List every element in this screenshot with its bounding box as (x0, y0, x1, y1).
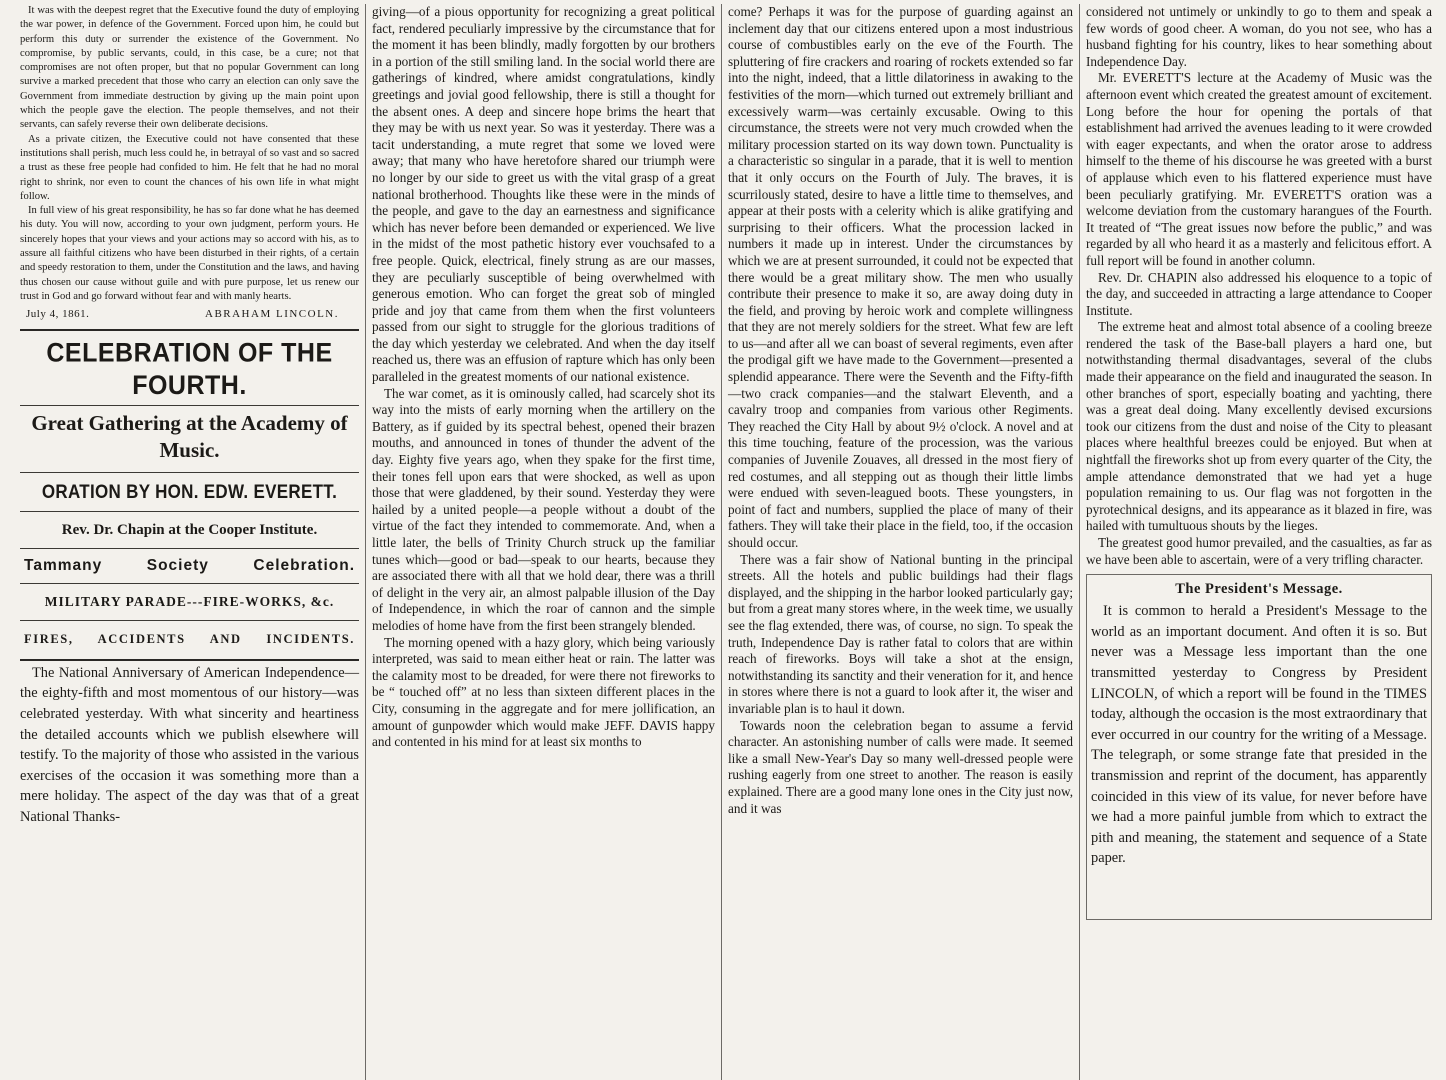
letter-paragraph: In full view of his great responsibility, he has so far done what he has deemed his duty. You will now, according to your own judgment, perform yours. He sincerely hopes that your views and your actions may so accord with his, as to assure all faithful citizens who have been disturbed in their rights, of a certain and speedy restoration to them, under the Constitution and the laws, and having thus chosen our cause without guile and with pure purpose, let us renew our trust in God and go forward without fear and with manly hearts. (20, 205, 359, 302)
presidents-message-title: The President's Message. (1175, 581, 1343, 598)
divider (20, 329, 359, 331)
article-paragraph: The greatest good humor prevailed, and the casualties, as far as we have been able to ascertain, were of a very trifling character. (1086, 535, 1432, 567)
headline-stack (20, 339, 359, 661)
message-text: It is common to herald a President's Message to the world as an important document. And often it is so. But never was a Message less important than the one transmitted yesterday to Congress by President LINCOLN, of which a report will be found in the TIMES today, although the occasion is the most extraordinary that ever occurred in our country for the writing of a Message. The telegraph, or some strange fate that presided in the transmission and reprint of the document, has apparently coincided in this view of its value, for never before have we had a more painful jumble from which to extract the pith and meaning, the statement and sequence of a State paper. (1091, 603, 1427, 867)
article-paragraph: The morning opened with a hazy glory, which being variously interpreted, was said to mean either heat or rain. The latter was the calamity most to be dreaded, for were there not fireworks to be “ touched off” at no less than sixteen different places in the City, consuming in the aggregate and for mere jollification, an amount of gunpowder which would make JEFF. DAVIS happy and contented in his mind for at least six months to (372, 634, 715, 750)
lead-paragraph (20, 663, 359, 828)
headline-chapin: Rev. Dr. Chapin at the Cooper Institute. (61, 521, 318, 538)
article-paragraph: giving—of a pious opportunity for recognizing a great political fact, rendered peculiarly impressive by the circumstance that for the moment it has been blindly, madly forgotten by our brothers in a portion of the still smiling land. In the social world there are gatherings of kindred, where amidst congratulations, kindly greetings and jovial good fellowship, there is still a thought for the absent ones. A deep and sincere hope brims the heart that they may be with us next year. So was it yesterday. There was a tacit understanding, a mute regret that some we loved were away; that many who have heretofore shared our triumph were no longer by our side to greet us with the vital grasp of a great national brotherhood. Thoughts like these were in the minds of the people, and gave to the day an earnestness and significance which has never before been demanded or experienced. We live in the midst of the most pathetic history ever vouchsafed to a free people. Quick, electrical, finely strung as are our masses, they are peculiarly susceptible of being overwhelmed with generous emotion. Who can forget the great sob of mingled pride and joy that came from them when the first volunteers passed from our sight to struggle for the glorious traditions of the day which yesterday we celebrated. And when the day itself reached us, there was an effusion of rapture which has only been paralleled in the greatest moments of our national existence. (372, 4, 715, 385)
headline-main: CELEBRATION OF THE FOURTH. (46, 337, 333, 401)
article-paragraph: come? Perhaps it was for the purpose of guarding against an inclement day that our citizens entered upon a most industrious course of combustibles early on the eve of the Fourth. The spluttering of fire crackers and roaring of rockets extended so far into the night, indeed, that a little dilatoriness in awaking to the festivities of the morn—which turned out extremely brilliant and excessively warm—was certainly excusable. Owing to this circumstance, the streets were not very much crowded when the military procession started on its way down town. Punctuality is a characteristic so singular in a parade, that it is well to mention that it only occurs on the Fourth of July. The braves, it is scurrilously stated, desire to have a little time to themselves, and appear at their posts with a celerity which is alike gratifying and surprising to their officers. What the procession lacked in numbers it made up in interest. Under the circumstances by which we are at present surrounded, it could not be expected that there would be a great military show. The men who usually contribute their presence to make it so, are away doing duty in the field, and proving by heroic work and complete willingness that they are not merely soldiers for the street. What few are left to us—and after all we can boast of several regiments, even after the prodigal gift we have made to the Government—presented a splendid appearance. There were the Seventh and the Fifty-fifth—two crack companies—and the stalwart Eleventh, and a cavalry troop and companies from various other Regiments. They reached the City Hall by about 9½ o'clock. A novel and at this time touching, feature of the procession, was the various companies of Juvenile Zouaves, all dressed in the most fiery of red costumes, and all stepping out as though their little limbs were endued with seven-leagued boots. These youngsters, in point of fact and numbers, supplied the place of many of their fathers. They will take their place in the field, too, if the occasion should occur. (728, 4, 1073, 550)
divider (20, 548, 359, 549)
signature-line (26, 306, 353, 323)
divider (20, 511, 359, 512)
article-paragraph: The extreme heat and almost total absence of a cooling breeze rendered the task of the Base-ball players a hard one, but notwithstanding thermal disadvantages, several of the clubs made their appearance on the field and inaugurated the season. In other branches of sport, especially boating and yachting, there was a great deal doing. Many excellently devised excursions took our citizens from the dust and noise of the City to pleasant places where healthful breezes could be enjoyed. But when at nightfall the fireworks shot up from every quarter of the City, the ample attendance demonstrated that we had yet a huge population remaining to us. Our flag was not forgotten in the pyrotechnical designs, and its appearance as it blazed in fire, was hailed with tumultuous shouts by the lieges. (1086, 319, 1432, 534)
letter-date: July 4, 1861. (26, 308, 90, 321)
article-paragraph: The war comet, as it is ominously called, had scarcely shot its way into the mists of early morning when the artillery on the Battery, as if guided by its spectral behest, opened their brazen mouths, and announced in tones of thunder the advent of the day. Eighty five years ago, when they spake for the first time, their tones fell upon ears that were shocked, as well as upon those that were gladdened, by their sound. Yesterday they were hailed by a united people—a people without a doubt of the virtue of the fact they intended to commemorate. And, when a little later, the bells of Trinity Church struck up the familiar tunes which—good or bad—speak to our hearts, because they are associated there with all that we hold dear, there was a thrill of delight in the very air, an almost palpable illusion of the Day of Independence, in which the roar of cannon and the simple melodies of home have from the first been strangely blended. (372, 385, 715, 633)
column-2 (366, 4, 722, 1080)
column-1 (14, 4, 366, 1080)
letter-paragraph: It was with the deepest regret that the Executive found the duty of employing the war power, in defence of the Government. Forced upon him, he could but perform this duty or surrender the existence of the Government. No compromise, by public servants, could, in this case, be a cure; not that compromises are not often proper, but that no popular Government can long survive a marked precedent that those who carry an election can only save the Government from immediate destruction by giving up the main point upon which the people gave the election. The people themselves, and not their servants, can safely reverse their own deliberate decisions. (20, 5, 359, 131)
article-paragraph: Rev. Dr. CHAPIN also addressed his eloquence to a topic of the day, and succeeded in attracting a large attendance to Cooper Institute. (1086, 269, 1432, 318)
column-4 (1080, 4, 1438, 1080)
lead-text: The National Anniversary of American Independence—the eighty-fifth and most momentous of our history—was celebrated yesterday. With what sincerity and heartiness the detailed accounts which we publish elsewhere will testify. To the majority of those who assisted in the various exercises of the occasion it was something more than a mere holiday. The aspect of the day was that of a great National Thanks- (20, 664, 359, 825)
letter-paragraph: As a private citizen, the Executive could not have consented that these institutions shall perish, much less could he, in betrayal of so vast and so sacred a trust as these free people had confided to him. He felt that he had no moral right to shrink, nor even to count the chances of his own life in what might follow. (20, 133, 359, 202)
presidents-message-box (1086, 574, 1432, 920)
divider (20, 583, 359, 584)
headline-military: MILITARY PARADE---FIRE-WORKS, &c. (44, 593, 335, 609)
headline-fires: FIRES, ACCIDENTS AND INCIDENTS. (24, 631, 355, 646)
article-paragraph: Towards noon the celebration began to assume a fervid character. An astonishing number of calls were made. It seemed like a small New-Year's Day so many well-dressed people were rushing eagerly from one street to another. The reason is easily explained. There are a good many lone ones in the City just now, and it was (728, 717, 1073, 816)
article-paragraph: Mr. EVERETT'S lecture at the Academy of Music was the afternoon event which created the greatest amount of excitement. Long before the hour for opening the portals of that establishment had arrived the avenues leading to it were crowded with eager expectants, and when the orator arose to address himself to the theme of his discourse he was greeted with a burst of applause which even to his flattered experience must have been peculiarly gratifying. Mr. EVERETT'S oration was a welcome deviation from the customary harangues of the Fourth. It treated of “The great issues now before the public,” and was regarded by all who heard it as a masterly and felicitous effort. A full report will be found in another column. (1086, 70, 1432, 268)
column-3 (722, 4, 1080, 1080)
headline-oration: ORATION BY HON. EDW. EVERETT. (41, 480, 338, 503)
letter-signature: ABRAHAM LINCOLN. (205, 308, 339, 321)
headline-tammany: Tammany Society Celebration. (24, 556, 355, 574)
divider (20, 472, 359, 473)
presidential-letter-excerpt (20, 4, 359, 304)
divider (20, 659, 359, 661)
presidents-message-body (1091, 601, 1427, 869)
divider (20, 620, 359, 621)
headline-gathering: Great Gathering at the Academy of Music. (31, 410, 348, 462)
divider (20, 405, 359, 406)
article-paragraph: considered not untimely or unkindly to go to them and speak a few words of good cheer. A woman, do you not see, who has a husband fighting for his country, likes to hear something about Independence Day. (1086, 4, 1432, 69)
article-paragraph: There was a fair show of National bunting in the principal streets. All the hotels and public buildings had their flags displayed, and the shipping in the harbor looked particularly gay; but from a great many stores where, in the week time, we usually see the flag extended, there was, of course, no sign. To speak the truth, Independence Day is rather fatal to colors that are within reach of fireworks. Boys will take a shot at the ensign, notwithstanding its sanctity and their veneration for it, and hence in stores where there is not a guard to look after it, the wiser and invariable plan is to haul it down. (728, 551, 1073, 716)
